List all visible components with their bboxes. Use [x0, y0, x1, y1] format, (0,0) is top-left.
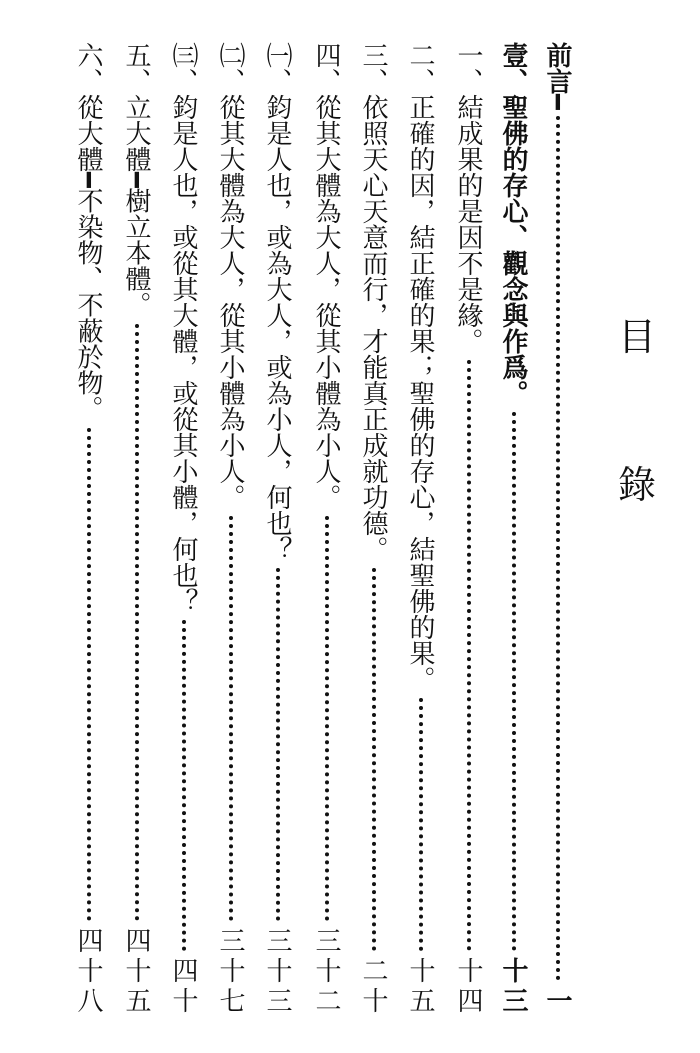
toc-leader-dots — [325, 516, 329, 921]
toc-leader-dots — [467, 360, 471, 951]
toc-leader-dots — [182, 620, 186, 951]
toc-page-number: 十三 — [498, 957, 528, 1017]
toc-entry-chapter-1[interactable] — [497, 42, 529, 1017]
toc-entry-label: 六、從大體━不染物、不蔽於物。 — [73, 42, 103, 422]
toc-entry-label: ㈡、從其大體為大人，從其小體為小人。 — [215, 42, 245, 510]
toc-entry-sub-2[interactable] — [214, 42, 246, 1017]
toc-entry-item-3[interactable] — [357, 42, 389, 1017]
toc-entry-label: 二、正確的因，結正確的果；聖佛的存心，結聖佛的果。 — [405, 42, 435, 692]
toc-leader-dots — [419, 698, 423, 951]
toc-page-number: 三十二 — [311, 927, 341, 1017]
toc-entry-label: ㈠、鈞是人也，或為大人，或為小人，何也？ — [262, 42, 292, 562]
toc-page-number: 十四 — [453, 957, 483, 1017]
toc-entry-item-5[interactable] — [120, 42, 152, 1017]
toc-leader-dots — [512, 412, 516, 951]
toc-entry-label: 四、從其大體為大人，從其小體為小人。 — [311, 42, 341, 510]
toc-page-number: 三十三 — [262, 927, 292, 1017]
toc-leader-dots — [556, 116, 560, 981]
toc-leader-dots — [229, 516, 233, 921]
toc-entry-item-6[interactable] — [72, 42, 104, 1017]
toc-entry-label: 一、結成果的是因不是緣。 — [453, 42, 483, 354]
toc-entry-item-2[interactable] — [404, 42, 436, 1017]
title-char-lu: 錄 — [617, 463, 656, 507]
toc-entry-item-4[interactable] — [310, 42, 342, 1017]
toc-entry-sub-1[interactable] — [261, 42, 293, 1017]
toc-page-number: 一 — [542, 987, 572, 1017]
toc-entry-preface[interactable] — [541, 42, 573, 1017]
toc-leader-dots — [87, 428, 91, 921]
toc-page-number: 十五 — [405, 957, 435, 1017]
toc-entry-label: 三、依照天心天意而行，才能真正成就功德。 — [358, 42, 388, 562]
toc-entry-item-1[interactable] — [452, 42, 484, 1017]
toc-page-number: 二十 — [358, 957, 388, 1017]
toc-entry-label: 壹、聖佛的存心、觀念與作爲。 — [498, 42, 528, 406]
toc-leader-dots — [135, 324, 139, 921]
toc-page-number: 四十八 — [73, 927, 103, 1017]
title-char-mu: 目 — [617, 315, 656, 359]
toc-entry-sub-3[interactable] — [167, 42, 199, 1017]
toc-entry-label: 五、立大體━樹立本體。 — [121, 42, 151, 318]
toc-page-number: 三十七 — [215, 927, 245, 1017]
page-title — [612, 315, 662, 507]
toc-leader-dots — [372, 568, 376, 951]
toc-entry-label: 前言━ — [542, 42, 572, 110]
toc-page-number: 四十五 — [121, 927, 151, 1017]
toc-page-number: 四十 — [168, 957, 198, 1017]
toc-leader-dots — [276, 568, 280, 921]
toc-entry-label: ㈢、鈞是人也，或從其大體，或從其小體，何也？ — [168, 42, 198, 614]
